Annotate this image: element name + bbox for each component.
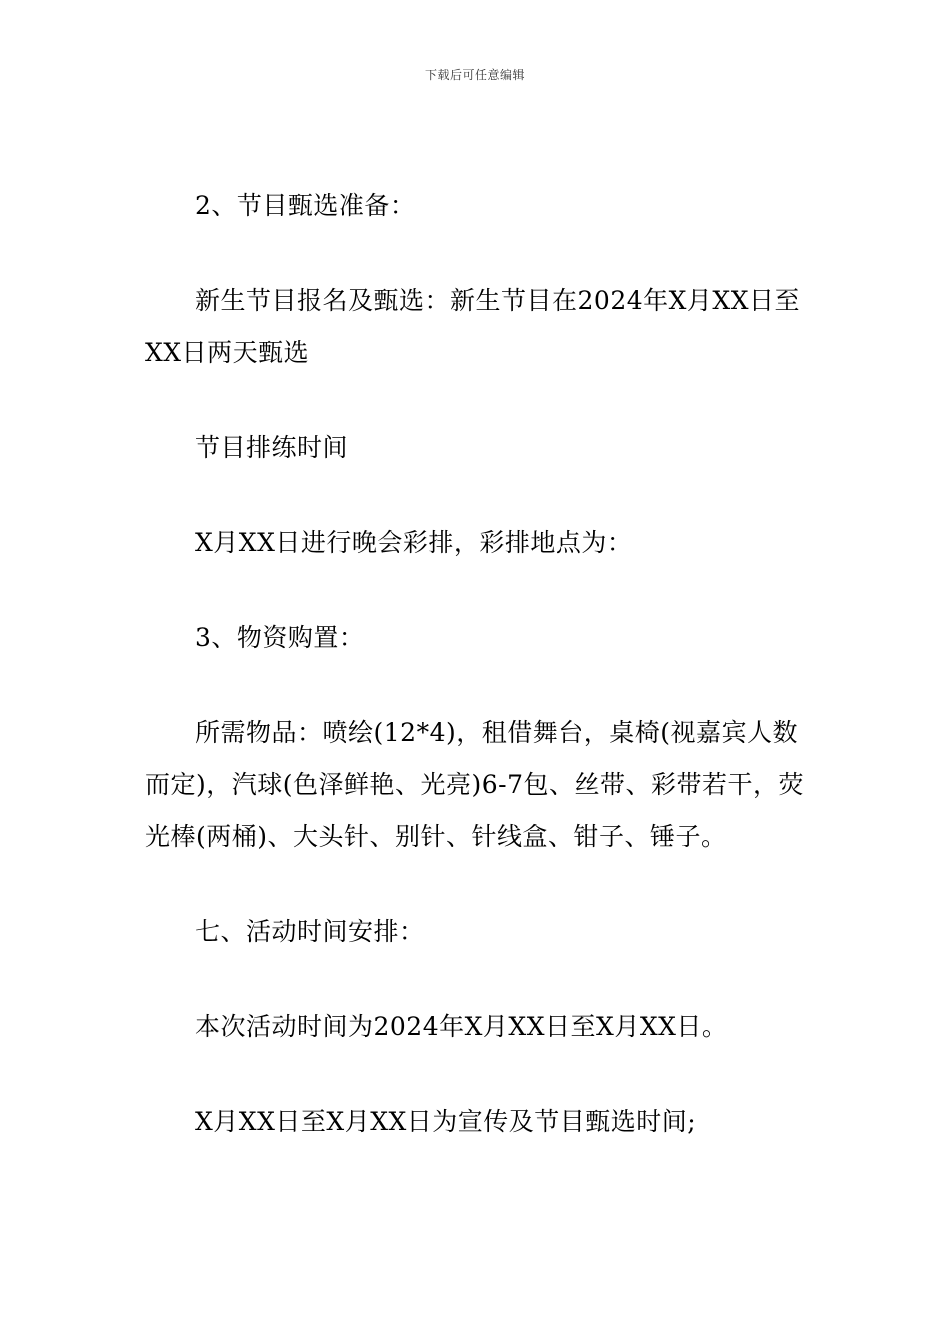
- paragraph-supplies-list: 所需物品：喷绘(12*4)，租借舞台，桌椅(视嘉宾人数而定)，汽球(色泽鲜艳、光亮)6-7包、丝带、彩带若干，荧光棒(两桶)、大头针、别针、针线盒、钳子、锤子。: [145, 718, 805, 851]
- paragraph-program-selection-heading: 2、节目甄选准备：: [195, 191, 416, 220]
- paragraph-new-student-selection: 新生节目报名及甄选：新生节目在2024年X月XX日至XX日两天甄选: [145, 286, 801, 367]
- page-header-note: 下载后可任意编辑: [424, 68, 525, 82]
- paragraph-rehearsal-time-heading: 节目排练时间: [195, 433, 349, 462]
- paragraph-promotion-period: X月XX日至X月XX日为宣传及节目甄选时间;: [195, 1107, 697, 1136]
- paragraph-schedule-heading: 七、活动时间安排：: [195, 917, 425, 946]
- paragraph-event-period: 本次活动时间为2024年X月XX日至X月XX日。: [195, 1012, 728, 1041]
- paragraph-supplies-heading: 3、物资购置：: [195, 623, 365, 652]
- document-body: [145, 180, 810, 1191]
- paragraph-rehearsal-date: X月XX日进行晚会彩排，彩排地点为：: [195, 528, 633, 557]
